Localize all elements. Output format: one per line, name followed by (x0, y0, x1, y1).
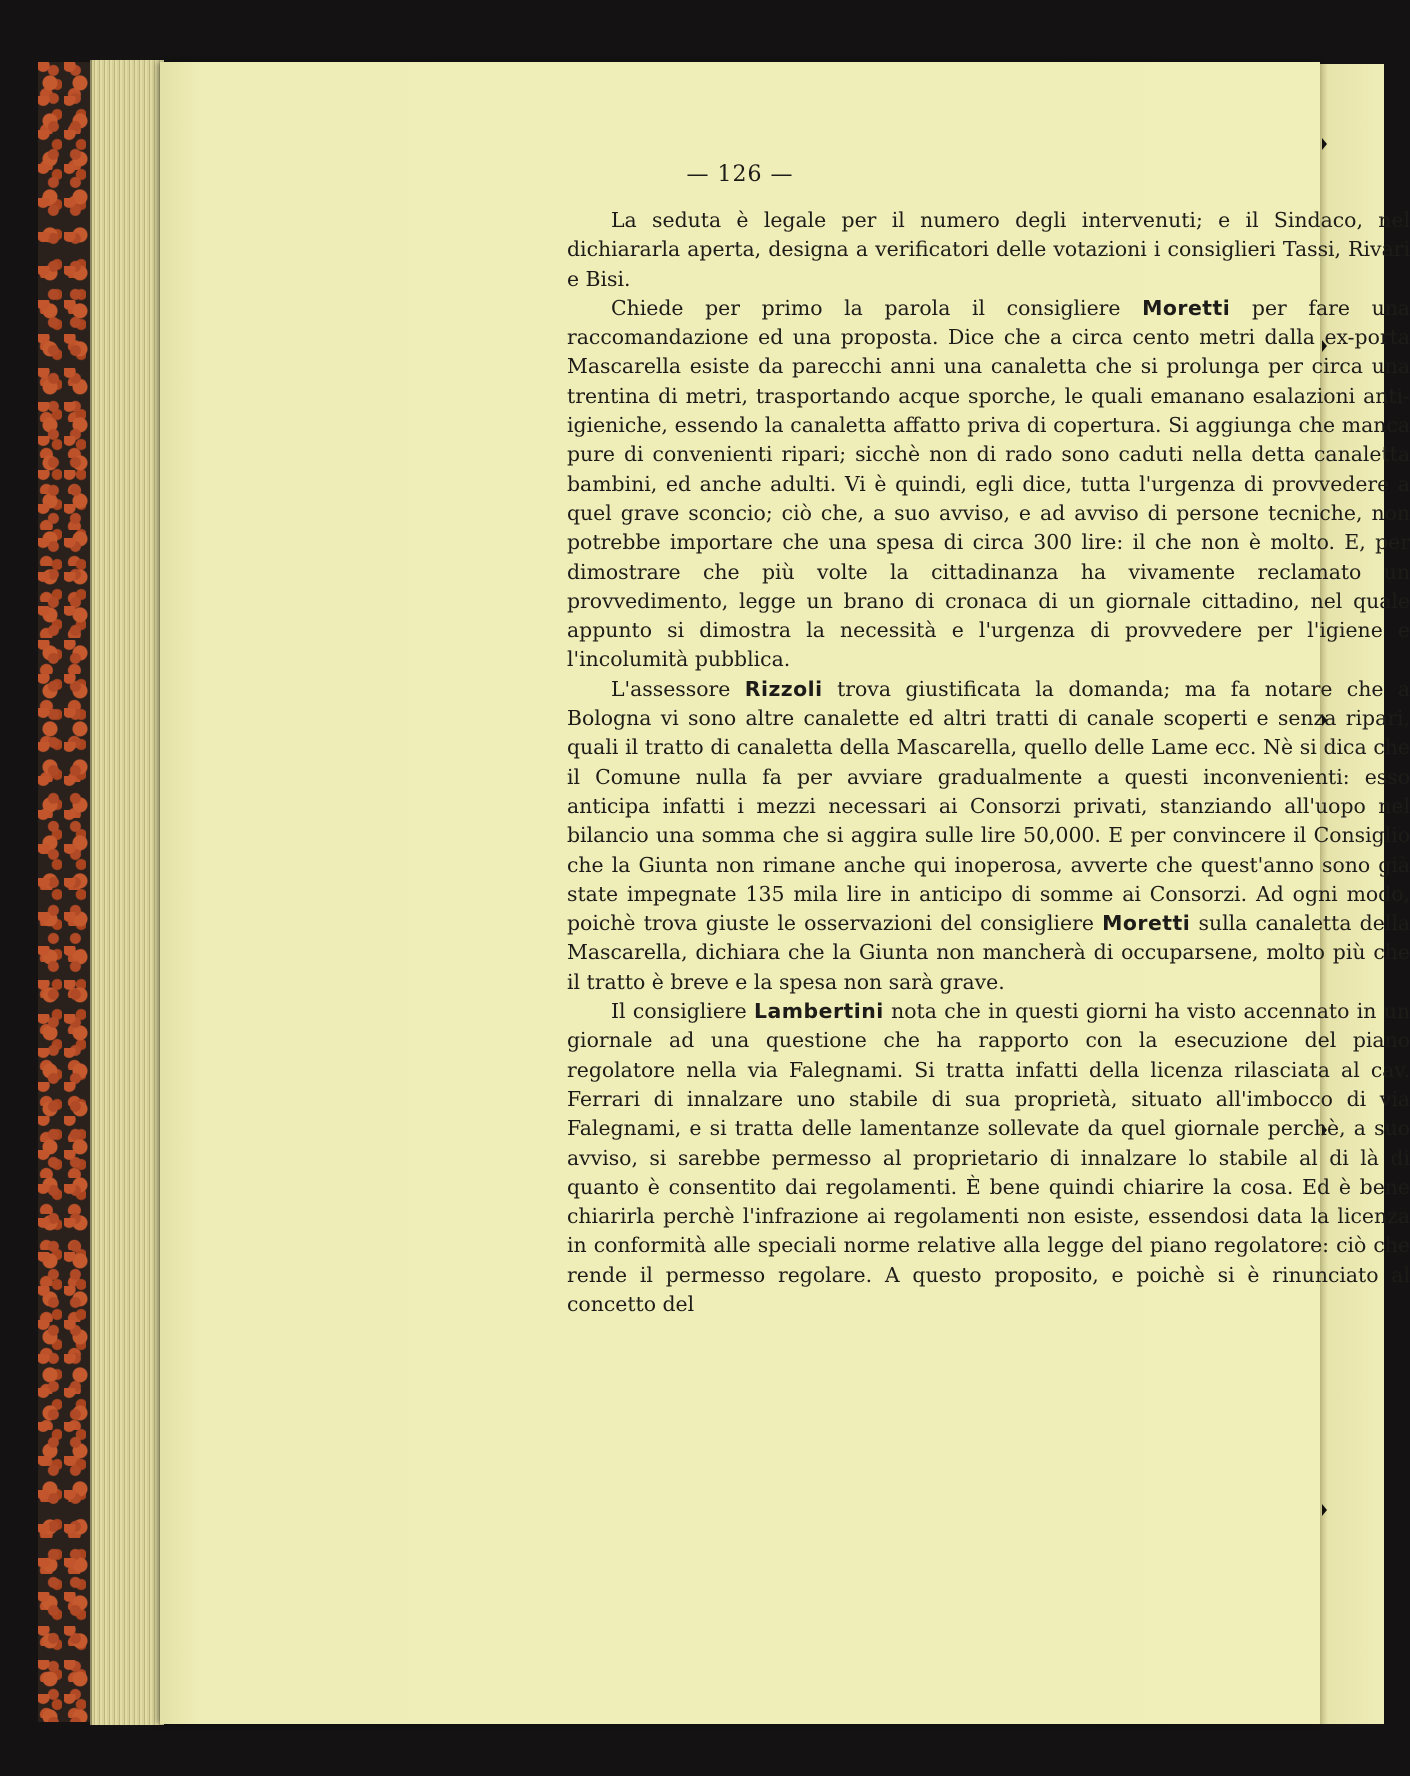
speaker-name: Moretti (1102, 911, 1191, 936)
page-edges (90, 60, 164, 1725)
body-text (567, 206, 1410, 1319)
page-number: — 126 — (686, 162, 794, 187)
text-run: La seduta è legale per il numero degli intervenuti; e il Sindaco, nel dichiararla aperta, designa a verificatori delle votazioni i consiglieri Tassi, Rivari e Bisi. (567, 208, 1410, 291)
tab-mark (1322, 1504, 1327, 1516)
paragraph (567, 294, 1410, 675)
text-run: Il consigliere (611, 999, 755, 1024)
speaker-name: Rizzoli (744, 676, 823, 701)
paragraph (567, 997, 1410, 1319)
text-run: per fare una raccomandazione ed una proposta. Dice che a circa cento metri dalla ex-porta Mascarella esiste da parecchi anni una canaletta che si prolunga per circa una trentina di metri, trasportando acque sporche, le quali emanano esalazioni anti-igieniche, essendo la canaletta affatto priva di copertura. Si aggiunga che manca pure di convenienti ripari; sicchè non di rado sono caduti nella detta canaletta bambini, ed anche adulti. Vi è quindi, egli dice, tutta l'urgenza di provvedere a quel grave sconcio; ciò che, a suo avviso, e ad avviso di persone tecniche, non potrebbe importare che una spesa di circa 300 lire: il che non è molto. E, per dimostrare che più volte la cittadinanza ha vivamente reclamato un provvedimento, legge un brano di cronaca di un giornale cittadino, nel quale appunto si dimostra la necessità e l'urgenza di provvedere per l'igiene e l'incolumità pubblica. (567, 295, 1410, 672)
speaker-name: Lambertini (754, 999, 884, 1024)
speaker-name: Moretti (1142, 295, 1231, 320)
text-run: sulla canaletta della Mascarella, dichiara che la Giunta non mancherà di occuparsene, molto più che il tratto è breve e la spesa non sarà grave. (567, 911, 1410, 994)
marbled-cover (38, 62, 92, 1722)
text-run: Chiede per primo la parola il consigliere (611, 295, 1143, 320)
book-page (160, 62, 1410, 1724)
text-run: nota che in questi giorni ha visto accennato in un giornale ad una questione che ha rapporto con la esecuzione del piano regolatore nella via Falegnami. Si tratta infatti della licenza rilasciata al cav. Ferrari di innalzare uno stabile di sua proprietà, situato all'imbocco di via Falegnami, e si tratta delle lamentanze sollevate da quel giornale perchè, a suo avviso, si sarebbe permesso al proprietario di innalzare lo stabile al di là di quanto è consentito dai regolamenti. È bene quindi chiarire la cosa. Ed è bene chiarirla perchè l'infrazione ai regolamenti non esiste, essendosi data la licenza in conformità alle speciali norme relative alla legge del piano regolatore: ciò che rende il permesso regolare. A questo proposito, e poichè si è rinunciato al concetto del (567, 999, 1410, 1316)
tab-mark (1322, 138, 1327, 150)
paragraph (567, 675, 1410, 997)
paragraph (567, 206, 1410, 294)
text-run: L'assessore (611, 676, 745, 701)
text-run: trova giustificata la domanda; ma fa notare che a Bologna vi sono altre canalette ed altri tratti di canale scoperti e senza ripari, quali il tratto di canaletta della Mascarella, quello delle Lame ecc. Nè si dica che il Comune nulla fa per avviare gradualmente a questi inconvenienti: esso anticipa infatti i mezzi necessari ai Consorzi privati, stanziando all'uopo nel bilancio una somma che si aggira sulle lire 50,000. E per convincere il Consiglio che la Giunta non rimane anche qui inoperosa, avverte che quest'anno sono già state impegnate 135 mila lire in anticipo di somme ai Consorzi. Ad ogni modo, poichè trova giuste le osservazioni del consigliere (567, 676, 1410, 936)
